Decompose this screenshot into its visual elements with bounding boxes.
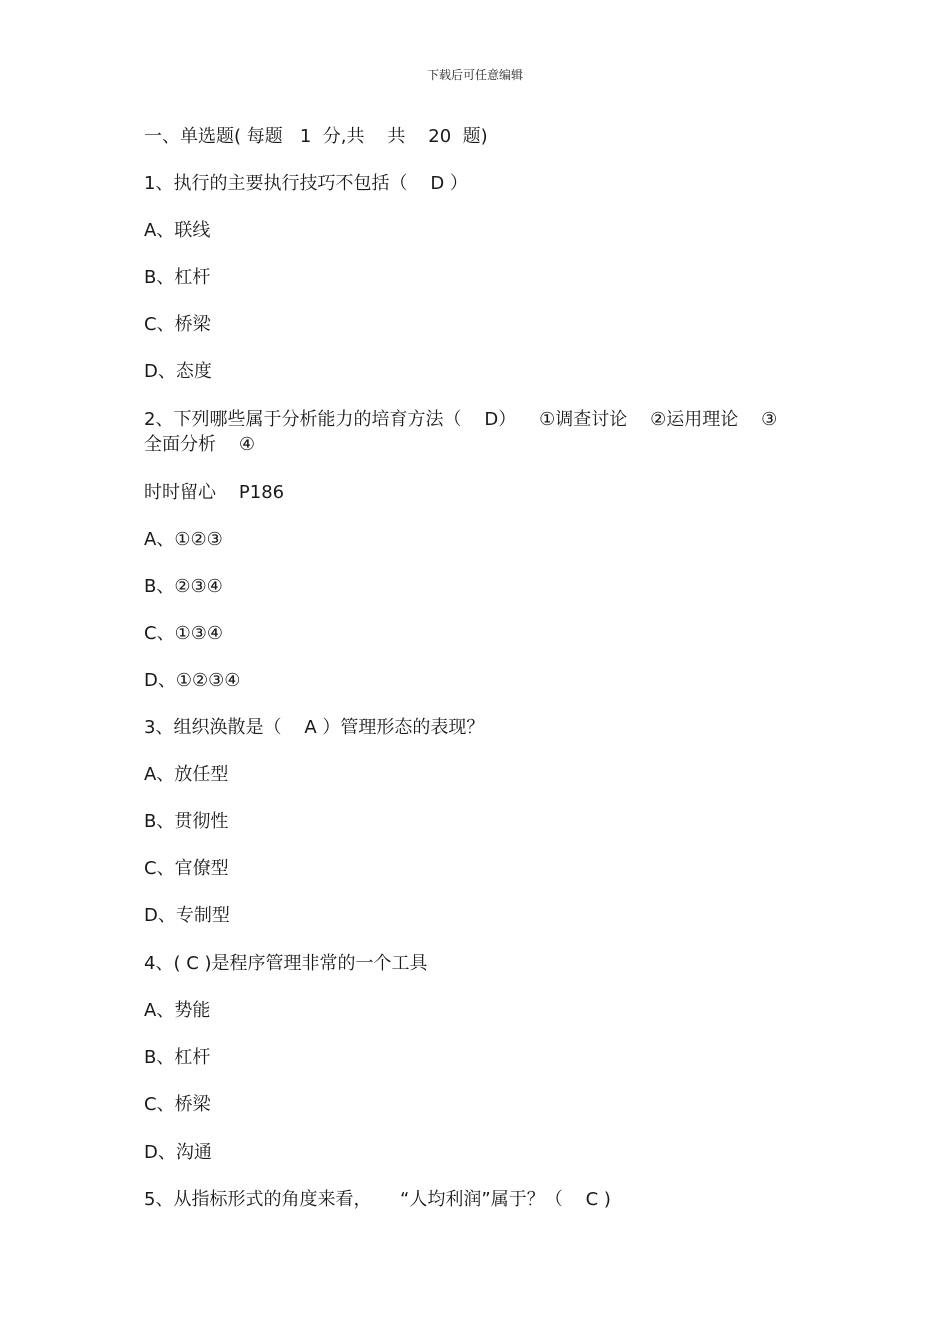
question-4-stem: 4、( C )是程序管理非常的一个工具 [144,953,428,974]
question-2-option-d: D、①②③④ [144,670,241,691]
question-3-stem: 3、组织涣散是（ A ）管理形态的表现？ [144,717,485,738]
question-3-option-b: B、贯彻性 [144,811,229,832]
question-1-stem: 1、执行的主要执行技巧不包括（ D ） [144,173,468,194]
question-3-option-a: A、放任型 [144,764,229,785]
question-1-option-b: B、杠杆 [144,267,211,288]
question-2-stem-line1: 2、下列哪些属于分析能力的培育方法（ D） ①调查讨论 ②运用理论 ③ [144,409,778,430]
question-1-option-d: D、态度 [144,361,212,382]
question-1-option-c: C、桥梁 [144,314,211,335]
question-4-option-c: C、桥梁 [144,1094,211,1115]
question-4-option-b: B、杠杆 [144,1047,211,1068]
question-5-stem: 5、从指标形式的角度来看， “人均利润”属于？（ C ) [144,1189,611,1210]
question-1-option-a: A、联线 [144,220,211,241]
question-4-option-d: D、沟通 [144,1142,212,1163]
question-2-stem-line2: 全面分析 ④ [144,434,256,455]
question-2-option-b: B、②③④ [144,576,223,597]
question-2-stem-line3: 时时留心 P186 [144,482,285,503]
question-2-option-a: A、①②③ [144,529,223,550]
question-2-option-c: C、①③④ [144,623,223,644]
question-3-option-d: D、专制型 [144,905,230,926]
question-3-option-c: C、官僚型 [144,858,229,879]
question-4-option-a: A、势能 [144,1000,211,1021]
header-note: 下载后可任意编辑 [426,68,523,82]
section-title: 一、单选题( 每题 1 分,共 共 20 题) [144,126,488,147]
